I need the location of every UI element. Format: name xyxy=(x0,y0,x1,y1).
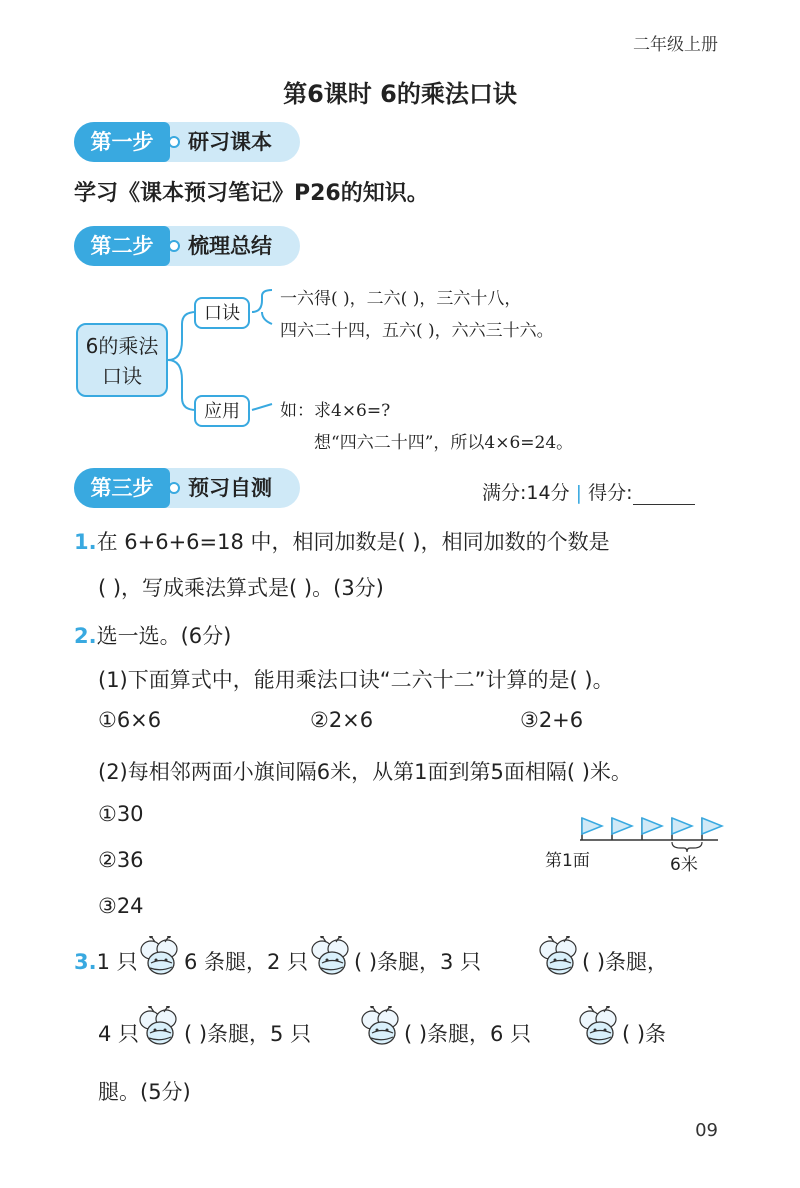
mindmap-center xyxy=(76,323,168,397)
step3-tag: 第三步 xyxy=(74,468,170,508)
bee-icon xyxy=(137,936,183,978)
option-2a[interactable]: ①30 xyxy=(98,802,144,826)
question-number: 1. xyxy=(74,530,97,554)
rhyme-line-1: 一六得( )，二六( )，三六十八， xyxy=(280,289,522,309)
flag-icon xyxy=(702,818,722,834)
option-1a[interactable]: ①6×6 xyxy=(98,708,162,732)
question-number: 2. xyxy=(74,624,97,648)
q3-text-4: ( )条腿， xyxy=(582,950,669,974)
score-area xyxy=(482,478,695,505)
question-2-sub2: (2)每相邻两面小旗间隔6米，从第1面到第5面相隔( )米。 xyxy=(98,760,632,784)
flag-icon xyxy=(612,818,632,834)
score-full: 满分:14分 xyxy=(482,482,570,504)
question-1-line1 xyxy=(74,526,610,556)
mindmap-center-line2: 口诀 xyxy=(102,364,142,388)
grade-label: 二年级上册 xyxy=(633,35,718,55)
option-1b[interactable]: ②2×6 xyxy=(310,708,374,732)
step-dot-icon xyxy=(168,482,180,494)
option-2c[interactable]: ③24 xyxy=(98,894,144,918)
bee-icon xyxy=(536,936,582,978)
mindmap-branch-yingyong: 应用 xyxy=(194,395,250,427)
application-line-1: 如：求4×6=? xyxy=(280,401,391,421)
q3-text-1: 1 只 xyxy=(96,950,138,974)
flag-label-gap: 6米 xyxy=(670,855,698,875)
score-got-label: 得分: xyxy=(588,482,633,504)
score-blank[interactable] xyxy=(633,486,695,505)
step2-label: 梳理总结 xyxy=(188,234,272,258)
page-number: 09 xyxy=(695,1120,718,1141)
flag-icon xyxy=(642,818,662,834)
q3-text-9: 腿。(5分) xyxy=(98,1080,191,1104)
bee-icon xyxy=(308,936,354,978)
step2-tag: 第二步 xyxy=(74,226,170,266)
step3-label: 预习自测 xyxy=(188,476,272,500)
q3-text-5: 4 只 xyxy=(98,1022,140,1046)
question-2-title xyxy=(74,620,231,650)
flag-label-start: 第1面 xyxy=(545,851,590,871)
q3-text-7: ( )条腿，6 只 xyxy=(404,1022,532,1046)
flag-icon xyxy=(582,818,602,834)
q3-text-8: ( )条 xyxy=(622,1022,667,1046)
q3-text-2: 6 条腿，2 只 xyxy=(184,950,309,974)
question-3-line1-a xyxy=(74,946,138,976)
question-number: 3. xyxy=(74,950,97,974)
question-2-sub1: (1)下面算式中，能用乘法口诀“二六十二”计算的是( )。 xyxy=(98,668,614,692)
bee-icon xyxy=(136,1006,182,1048)
step3-header xyxy=(74,468,300,508)
q3-text-6: ( )条腿，5 只 xyxy=(184,1022,312,1046)
lesson-title: 第6课时 6的乘法口诀 xyxy=(283,80,517,108)
bee-icon xyxy=(576,1006,622,1048)
rhyme-line-2: 四六二十四，五六( )，六六三十六。 xyxy=(280,321,554,341)
question-1-line2: ( )，写成乘法算式是( )。(3分) xyxy=(98,576,384,600)
mindmap-connectors xyxy=(0,0,800,480)
q3-text-3: ( )条腿，3 只 xyxy=(354,950,482,974)
question-2-text: 选一选。(6分) xyxy=(96,624,232,648)
application-line-2: 想“四六二十四”，所以4×6=24。 xyxy=(314,433,574,453)
mindmap-center-line1: 6的乘法 xyxy=(85,334,159,358)
bee-icon xyxy=(358,1006,404,1048)
option-2b[interactable]: ②36 xyxy=(98,848,144,872)
score-divider: | xyxy=(575,482,583,504)
mindmap-branch-koujue: 口诀 xyxy=(194,297,250,329)
question-1-text: 在 6+6+6=18 中，相同加数是( )，相同加数的个数是 xyxy=(96,530,610,554)
flag-icon xyxy=(672,818,692,834)
step1-tag: 第一步 xyxy=(74,122,170,162)
option-1c[interactable]: ③2+6 xyxy=(520,708,584,732)
study-instruction: 学习《课本预习笔记》P26的知识。 xyxy=(74,181,429,206)
step1-label: 研习课本 xyxy=(188,130,272,154)
